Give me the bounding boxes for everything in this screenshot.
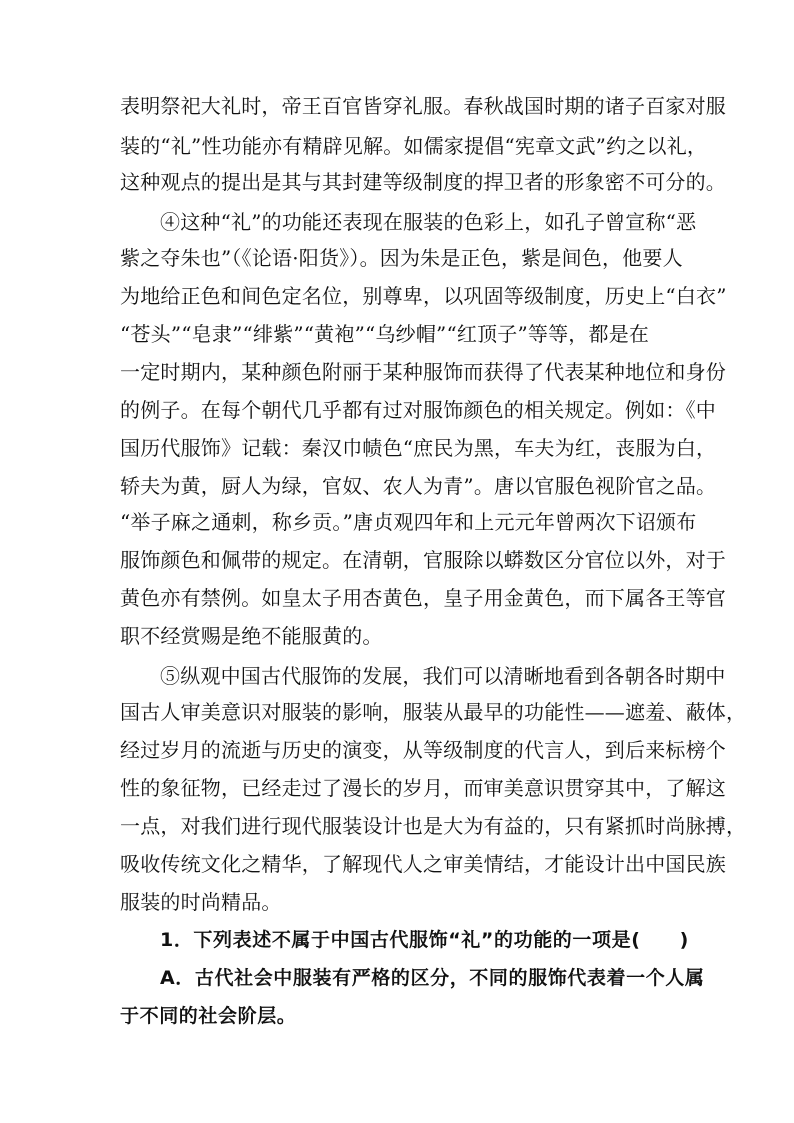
passage-line: 黄色亦有禁例。如皇太子用杏黄色，皇子用金黄色，而下属各王等官	[120, 586, 726, 610]
passage-line: 一定时期内，某种颜色附丽于某种服饰而获得了代表某种地位和身份	[120, 360, 726, 384]
passage-line: 性的象征物，已经走过了漫长的岁月，而审美意识贯穿其中，了解这	[120, 776, 726, 800]
passage-line: 为地给正色和间色定名位，别尊卑，以巩固等级制度，历史上“白衣”	[120, 284, 727, 308]
paragraph-4-start: ④这种“礼”的功能还表现在服装的色彩上，如孔子曾宣称“恶	[160, 210, 697, 234]
passage-line: 的例子。在每个朝代几乎都有过对服饰颜色的相关规定。例如：《中	[120, 398, 716, 422]
passage-line: 装的“礼”性功能亦有精辟见解。如儒家提倡“宪章文武”约之以礼，	[120, 134, 708, 158]
passage-line: 这种观点的提出是其与其封建等级制度的捍卫者的形象密不可分的。	[120, 170, 726, 194]
passage-line: “苍头”“皂隶”“绯紫”“黄袍”“乌纱帽”“红顶子”等等，都是在	[120, 322, 650, 346]
passage-line: 国历代服饰》记载：秦汉巾帻色“庶民为黑，车夫为红，丧服为白，	[120, 436, 717, 460]
option-a-continued: 于不同的社会阶层。	[120, 1005, 297, 1027]
passage-line: 轿夫为黄，厨人为绿，官奴、农人为青”。唐以官服色视阶官之品。	[120, 474, 717, 498]
passage-line: “举子麻之通刺，称乡贡。”唐贞观四年和上元元年曾两次下诏颁布	[120, 510, 697, 534]
option-a: A．古代社会中服装有严格的区分，不同的服饰代表着一个人属	[160, 967, 705, 989]
passage-line: 职不经赏赐是绝不能服黄的。	[120, 624, 383, 648]
passage-line: 一点，对我们进行现代服装设计也是大为有益的，只有紧抓时尚脉搏，	[120, 814, 747, 838]
passage-line: 表明祭祀大礼时，帝王百官皆穿礼服。春秋战国时期的诸子百家对服	[120, 94, 726, 118]
passage-line: 服装的时尚精品。	[120, 890, 282, 914]
passage-line: 经过岁月的流逝与历史的演变，从等级制度的代言人，到后来标榜个	[120, 738, 726, 762]
passage-line: 吸收传统文化之精华，了解现代人之审美情结，才能设计出中国民族	[120, 852, 726, 876]
question-stem: 1．下列表述不属于中国古代服饰“礼”的功能的一项是( )	[160, 929, 689, 951]
passage-line: 紫之夺朱也”（《论语·阳货》）。因为朱是正色，紫是间色，他要人	[120, 246, 683, 270]
passage-line: 服饰颜色和佩带的规定。在清朝，官服除以蟒数区分官位以外，对于	[120, 548, 726, 572]
passage-line: 国古人审美意识对服装的影响，服装从最早的功能性——遮羞、蔽体，	[120, 700, 747, 724]
paragraph-5-start: ⑤纵观中国古代服饰的发展，我们可以清晰地看到各朝各时期中	[160, 664, 726, 688]
